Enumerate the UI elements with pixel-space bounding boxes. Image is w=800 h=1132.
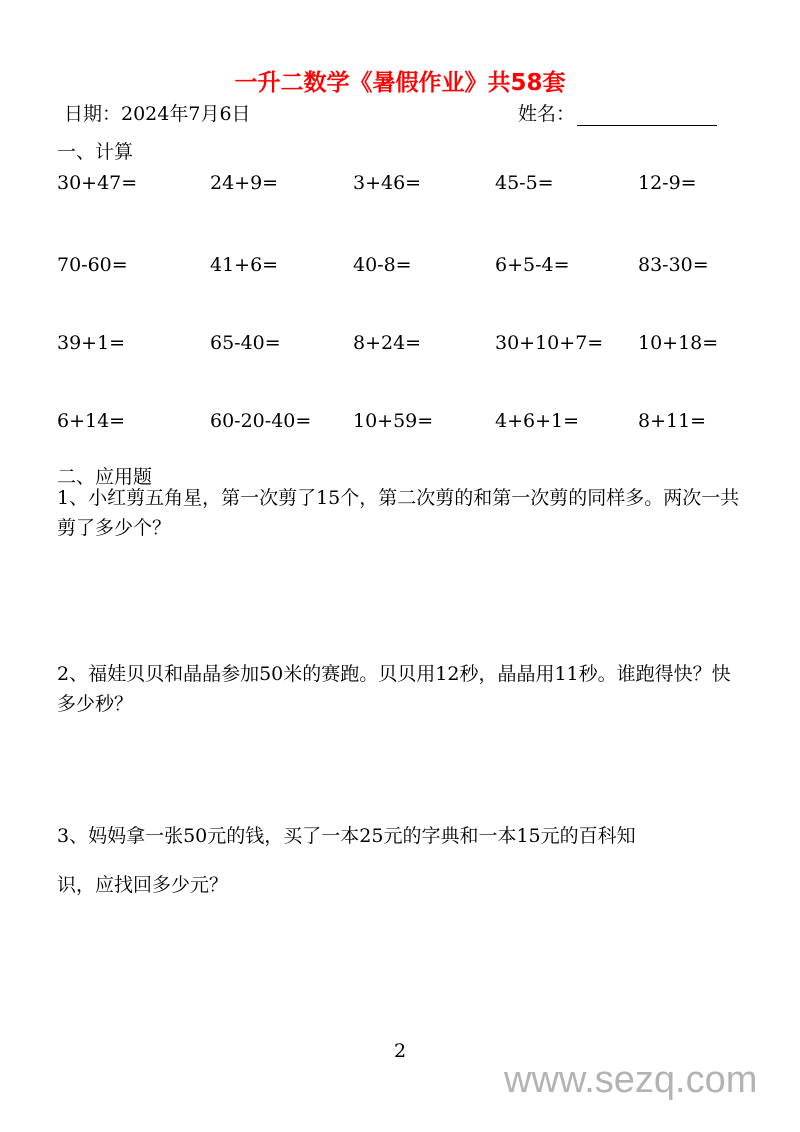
worksheet-title: 一升二数学《暑假作业》共58套 <box>234 70 566 96</box>
calc-item: 8+11= <box>638 410 707 432</box>
calc-item: 3+46= <box>353 172 422 194</box>
calc-item: 24+9= <box>210 172 279 194</box>
calc-item: 30+47= <box>57 172 138 194</box>
calc-item: 65-40= <box>210 332 281 354</box>
section-1-heading: 一、计算 <box>57 141 134 163</box>
calc-item: 10+18= <box>638 332 719 354</box>
calculation-grid <box>57 172 777 442</box>
word-problem-1: 1、小红剪五角星，第一次剪了15个，第二次剪的和第一次剪的同样多。两次一共剪了多少个？ <box>57 487 740 539</box>
page-number: 2 <box>393 1040 407 1062</box>
calc-item: 60-20-40= <box>210 410 312 432</box>
calc-item: 4+6+1= <box>495 410 580 432</box>
name-field <box>518 99 717 126</box>
date-label: 日期：2024年7月6日 <box>64 103 251 125</box>
calc-item: 12-9= <box>638 172 697 194</box>
name-blank-line <box>577 105 717 126</box>
calc-item: 8+24= <box>353 332 422 354</box>
word-problem-3-line-1: 3、妈妈拿一张50元的钱，买了一本25元的字典和一本15元的百科知 <box>57 825 636 847</box>
name-label: 姓名： <box>518 103 576 125</box>
calc-item: 40-8= <box>353 254 412 276</box>
calc-item: 6+14= <box>57 410 126 432</box>
calc-item: 83-30= <box>638 254 709 276</box>
calc-item: 10+59= <box>353 410 434 432</box>
calc-item: 6+5-4= <box>495 254 570 276</box>
calc-item: 39+1= <box>57 332 126 354</box>
calc-item: 41+6= <box>210 254 279 276</box>
word-problem-2: 2、福娃贝贝和晶晶参加50米的赛跑。贝贝用12秒，晶晶用11秒。谁跑得快？快多少秒？ <box>57 663 731 715</box>
watermark: www.sezq.com <box>504 1059 758 1101</box>
word-problem-3-line-2: 识，应找回多少元？ <box>57 874 229 896</box>
section-2-heading: 二、应用题 <box>57 466 153 488</box>
calc-item: 45-5= <box>495 172 554 194</box>
calc-item: 70-60= <box>57 254 128 276</box>
calc-item: 30+10+7= <box>495 332 604 354</box>
